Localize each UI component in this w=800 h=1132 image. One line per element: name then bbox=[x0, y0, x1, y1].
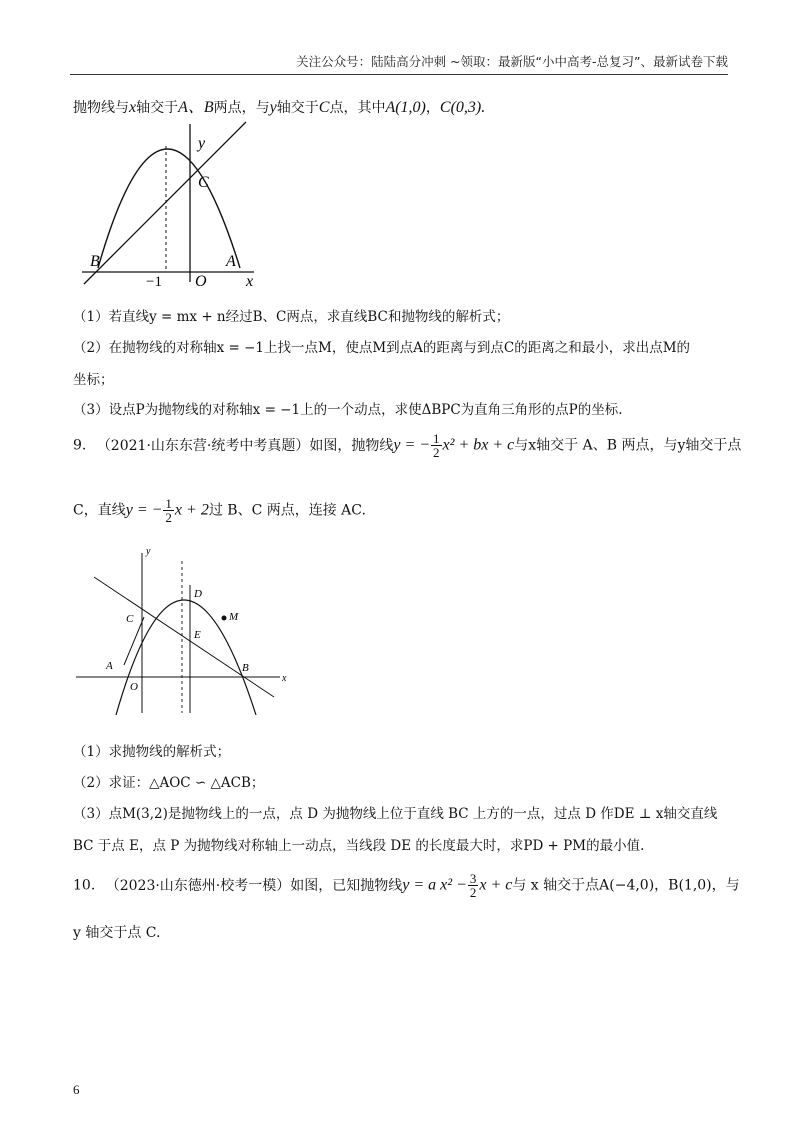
problem8-figure bbox=[78, 120, 268, 292]
label-c: C bbox=[198, 174, 209, 191]
equation-part: y = − bbox=[393, 436, 431, 454]
frac-den: 2 bbox=[165, 510, 172, 525]
problem9-figure bbox=[76, 545, 296, 720]
problem-number: 9. bbox=[73, 437, 87, 454]
intro-var-x: x bbox=[129, 99, 137, 116]
intro-point-c: C bbox=[318, 99, 330, 116]
problem9-q2: （2）求证：△AOC ∽ △ACB； bbox=[73, 775, 265, 791]
label-y: y bbox=[198, 135, 206, 152]
intro-text: 两点，与 bbox=[213, 100, 270, 116]
frac-num: 1 bbox=[165, 496, 172, 511]
frac-num: 1 bbox=[433, 431, 440, 446]
line-bc bbox=[84, 122, 246, 284]
problem-number: 10. bbox=[73, 877, 96, 894]
equation-part: y = a x² − bbox=[402, 876, 467, 894]
intro-text: 过 B、C 两点，连接 AC. bbox=[208, 502, 366, 519]
problem9-q3-line1: （3）点M(3,2)是抛物线上的一点，点 D 为抛物线上位于直线 BC 上方的一点，过点 D 作DE ⊥ x轴交直线 bbox=[73, 806, 718, 822]
intro-text: 点，其中 bbox=[329, 100, 386, 116]
label-x: x bbox=[246, 273, 254, 290]
problem8-q1: （1）若直线y = mx + n经过B、C两点，求直线BC和抛物线的解析式； bbox=[73, 309, 510, 325]
label-a: A bbox=[106, 660, 113, 672]
intro-text: C，直线 bbox=[73, 502, 126, 519]
label-y: y bbox=[146, 546, 151, 557]
intro-text: 与x轴交于 A、B 两点，与y轴交于点 bbox=[514, 437, 742, 454]
frac-num: 3 bbox=[469, 871, 477, 886]
problem9-intro-line2 bbox=[73, 497, 366, 524]
intro-coord-c: C(0,3). bbox=[439, 99, 486, 116]
label-d: D bbox=[194, 588, 202, 600]
label-m: M bbox=[229, 611, 239, 623]
page-number: 6 bbox=[73, 1082, 80, 1097]
label-x: x bbox=[282, 673, 287, 684]
equation-part: x + 2 bbox=[174, 501, 209, 519]
frac-den: 2 bbox=[469, 885, 477, 900]
frac-den: 2 bbox=[433, 445, 440, 460]
intro-text: ， bbox=[425, 100, 440, 116]
label-neg1: −1 bbox=[146, 274, 162, 290]
problem10-intro-line2: y 轴交于点 C. bbox=[73, 925, 161, 941]
fraction bbox=[431, 432, 442, 459]
problem8-q2-line1: （2）在抛物线的对称轴x = −1上找一点M，使点M到点A的距离与到点C的距离之和最小，求出点M的 bbox=[73, 340, 691, 356]
intro-var-y: y bbox=[269, 99, 277, 116]
intro-text: 抛物线与 bbox=[73, 100, 129, 116]
page-header: 关注公众号：陆陆高分冲刺 ~领取：最新版“小中高考-总复习”、最新试卷下载 bbox=[296, 54, 728, 69]
parabola bbox=[98, 149, 240, 268]
problem8-intro bbox=[73, 94, 485, 117]
fraction bbox=[468, 872, 479, 899]
label-a: A bbox=[226, 253, 236, 270]
problem10-intro bbox=[73, 872, 740, 899]
problem-source: （2021·山东东营·统考中考真题）如图，抛物线 bbox=[96, 437, 394, 454]
label-b: B bbox=[242, 662, 249, 674]
fraction bbox=[163, 497, 174, 524]
problem-source: （2023·山东德州·校考一模）如图，已知抛物线 bbox=[105, 877, 403, 894]
intro-text: 与 x 轴交于点A(−4,0)，B(1,0)，与 bbox=[512, 877, 740, 894]
intro-text: 轴交于 bbox=[276, 100, 319, 116]
problem9-intro bbox=[73, 432, 741, 459]
problem9-q1: （1）求抛物线的解析式； bbox=[73, 744, 231, 760]
label-e: E bbox=[194, 629, 201, 641]
intro-text: 轴交于 bbox=[136, 100, 179, 116]
label-c: C bbox=[126, 613, 134, 625]
intro-points-ab: A、B bbox=[178, 99, 214, 116]
problem8-q3: （3）设点P为抛物线的对称轴x = −1上的一个动点，求使ΔBPC为直角三角形的点P的坐标. bbox=[73, 402, 623, 418]
header-divider bbox=[70, 74, 728, 75]
problem8-q2-line2: 坐标； bbox=[73, 372, 114, 388]
intro-coord-a: A(1,0) bbox=[385, 99, 426, 116]
label-origin: O bbox=[195, 273, 207, 290]
problem9-q3-line2: BC 于点 E，点 P 为抛物线对称轴上一动点，当线段 DE 的长度最大时，求PD + PM的最小值. bbox=[73, 838, 645, 854]
equation-part: x + c bbox=[479, 876, 513, 894]
equation-part: x² + bx + c bbox=[442, 436, 515, 454]
label-origin: O bbox=[130, 681, 138, 693]
line-bc bbox=[94, 577, 274, 697]
equation-part: y = − bbox=[125, 501, 163, 519]
label-b: B bbox=[90, 253, 100, 270]
point-m bbox=[222, 616, 227, 621]
